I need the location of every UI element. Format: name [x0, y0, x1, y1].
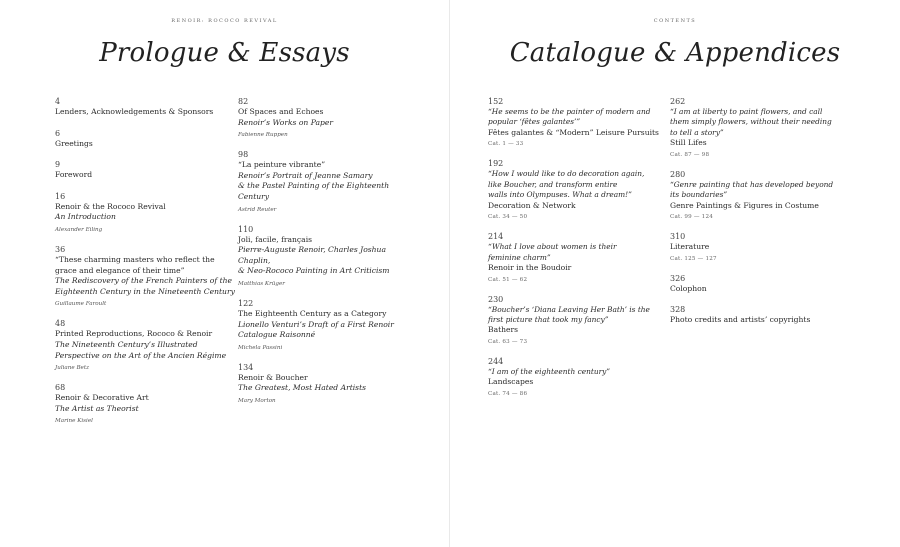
entry-title: Foreword	[55, 170, 93, 180]
entry-title: Photo credits and artists’ copyrights	[670, 315, 811, 325]
page-number: 36	[55, 244, 66, 254]
page-number: 68	[55, 383, 66, 393]
catalogue-range: Cat. 74 — 86	[488, 391, 528, 398]
toc-entry	[55, 159, 235, 181]
page-number: 98	[238, 150, 249, 160]
page-number: 280	[670, 169, 686, 179]
right-page	[450, 0, 900, 547]
toc-column-left-2	[238, 96, 418, 415]
entry-title: Of Spaces and Echoes	[238, 107, 324, 116]
entry-subtitle: The Greatest, Most Hated Artists	[238, 383, 367, 393]
entry-author: Matthias Krüger	[238, 280, 285, 287]
entry-title: Printed Reproductions, Rococo & Renoir	[55, 329, 213, 339]
entry-quote: “I am at liberty to paint flowers, and call	[670, 107, 823, 116]
entry-quote: popular ‘fêtes galantes’”	[488, 117, 581, 127]
entry-quote: like Boucher, and transform entire	[488, 179, 618, 189]
entry-quote: to tell a story”	[670, 127, 724, 137]
toc-entry	[55, 128, 235, 150]
page-number: 48	[55, 319, 66, 329]
entry-title: Lenders, Acknowledgements & Sponsors	[55, 107, 214, 116]
page-number: 82	[238, 97, 249, 106]
page-number: 110	[238, 224, 254, 234]
entry-quote: “What I love about women is their	[488, 242, 617, 252]
entry-title: Bathers	[488, 325, 519, 335]
toc-column-right-1	[488, 96, 668, 408]
toc-entry	[238, 96, 418, 139]
entry-quote: feminine charm”	[488, 252, 551, 262]
entry-subtitle: The Nineteenth Century’s Illustrated	[55, 339, 198, 349]
toc-entry	[488, 231, 668, 283]
entry-title: Decoration & Network	[488, 200, 576, 210]
toc-column-left-1	[55, 96, 235, 435]
entry-title: Greetings	[55, 138, 93, 148]
toc-entry	[488, 294, 668, 346]
catalogue-range: Cat. 63 — 73	[488, 339, 528, 346]
entry-subtitle: The Rediscovery of the French Painters of the	[55, 276, 233, 286]
entry-author: Juliane Betz	[55, 365, 90, 372]
page-number: 152	[488, 97, 504, 106]
entry-subtitle: Renoir’s Portrait of Jeanne Samary	[238, 170, 373, 180]
toc-entry	[670, 304, 850, 326]
page-number: 214	[488, 232, 504, 242]
page-number: 192	[488, 159, 504, 169]
entry-title: Genre Paintings & Figures in Costume	[670, 200, 819, 210]
entry-author: Guillaume Faroult	[55, 301, 107, 308]
running-head-right: CONTENTS	[653, 18, 697, 24]
page-number: 4	[55, 97, 61, 106]
entry-subtitle: Pierre-Auguste Renoir, Charles Joshua Chaplin,	[238, 245, 386, 265]
entry-subtitle: Renoir’s Works on Paper	[238, 117, 334, 127]
page-number: 9	[55, 160, 61, 170]
page-number: 134	[238, 362, 254, 372]
entry-title: Literature	[670, 242, 710, 252]
toc-entry	[238, 224, 418, 288]
entry-title: The Eighteenth Century as a Category	[238, 308, 387, 318]
toc-entry	[55, 191, 235, 234]
page-number: 16	[55, 191, 66, 201]
entry-quote: them simply flowers, without their needing	[670, 117, 832, 127]
catalogue-range: Cat. 51 — 62	[488, 276, 528, 283]
toc-entry	[670, 231, 850, 263]
toc-entry	[238, 298, 418, 352]
entry-title: Fêtes galantes & “Modern” Leisure Pursuits	[488, 127, 659, 137]
catalogue-range: Cat. 1 — 33	[488, 141, 524, 148]
entry-author: Mary Morton	[238, 397, 276, 404]
toc-entry	[488, 158, 668, 221]
entry-quote: “Boucher’s ‘Diana Leaving Her Bath’ is the	[488, 304, 650, 314]
catalogue-range: Cat. 34 — 50	[488, 214, 528, 221]
left-page	[0, 0, 449, 547]
toc-entry	[670, 96, 850, 159]
entry-quote: “I am of the eighteenth century”	[488, 367, 611, 377]
entry-quote: “He seems to be the painter of modern and	[488, 107, 651, 116]
page-number: 328	[670, 305, 686, 315]
entry-author: Astrid Reuter	[238, 206, 277, 213]
entry-title: Renoir & the Rococo Revival	[55, 201, 166, 211]
entry-quote: “How I would like to do decoration again,	[488, 169, 645, 179]
entry-subtitle: Eighteenth Century in the Nineteenth Century	[55, 286, 235, 296]
page-number: 230	[488, 294, 504, 304]
page-number: 310	[670, 232, 686, 242]
entry-author: Marine Kisiel	[55, 418, 93, 425]
toc-entry	[670, 273, 850, 295]
entry-subtitle: & the Pastel Painting of the Eighteenth Century	[238, 181, 390, 201]
toc-entry	[55, 96, 235, 118]
entry-subtitle: The Artist as Theorist	[55, 403, 139, 413]
entry-subtitle: Perspective on the Art of the Ancien Régime	[55, 350, 227, 360]
entry-quote: its boundaries”	[670, 190, 728, 200]
entry-quote: first picture that took my fancy”	[488, 315, 609, 325]
entry-title: Colophon	[670, 283, 707, 293]
page-number: 6	[55, 128, 61, 138]
entry-title: Renoir & Boucher	[238, 372, 308, 382]
toc-entry	[238, 362, 418, 405]
entry-subtitle: Lionello Venturi’s Draft of a First Renoir	[238, 319, 394, 329]
catalogue-range: Cat. 125 — 127	[670, 255, 717, 262]
page-number: 244	[488, 357, 504, 367]
entry-title: grace and elegance of their time”	[55, 265, 185, 275]
entry-title: Renoir in the Boudoir	[488, 263, 572, 273]
catalogue-range: Cat. 87 — 98	[670, 151, 710, 158]
entry-title: “These charming masters who reflect the	[55, 254, 215, 264]
toc-entry	[238, 149, 418, 213]
entry-subtitle: An Introduction	[55, 212, 116, 222]
page-number: 326	[670, 273, 686, 283]
entry-title: “La peinture vibrante”	[238, 160, 326, 170]
toc-entry	[55, 382, 235, 425]
page-number: 262	[670, 97, 686, 106]
toc-entry	[55, 244, 235, 308]
entry-title: Landscapes	[488, 377, 534, 387]
toc-entry	[55, 318, 235, 372]
section-title-catalogue: Catalogue & Appendices	[509, 38, 841, 68]
toc-entry	[670, 169, 850, 221]
entry-title: Still Lifes	[670, 138, 707, 148]
catalogue-range: Cat. 99 — 124	[670, 214, 713, 221]
page-number: 122	[238, 298, 254, 308]
section-title-prologue: Prologue & Essays	[99, 38, 350, 68]
entry-quote: walls into Olympuses. What a dream!”	[488, 190, 632, 200]
entry-subtitle: & Neo-Rococo Painting in Art Criticism	[238, 266, 390, 276]
entry-subtitle: Catalogue Raisonné	[238, 330, 316, 340]
entry-title: Joli, facile, français	[238, 234, 313, 244]
running-head-left: RENOIR: ROCOCO REVIVAL	[171, 18, 278, 24]
toc-entry	[488, 96, 668, 148]
toc-entry	[488, 356, 668, 398]
entry-author: Fabienne Ruppen	[238, 132, 288, 139]
entry-quote: “Genre painting that has developed beyond	[670, 179, 834, 189]
entry-title: Renoir & Decorative Art	[55, 393, 149, 403]
entry-author: Michela Passini	[238, 344, 283, 351]
toc-column-right-2	[670, 96, 850, 336]
entry-author: Alexander Eiling	[55, 226, 103, 233]
